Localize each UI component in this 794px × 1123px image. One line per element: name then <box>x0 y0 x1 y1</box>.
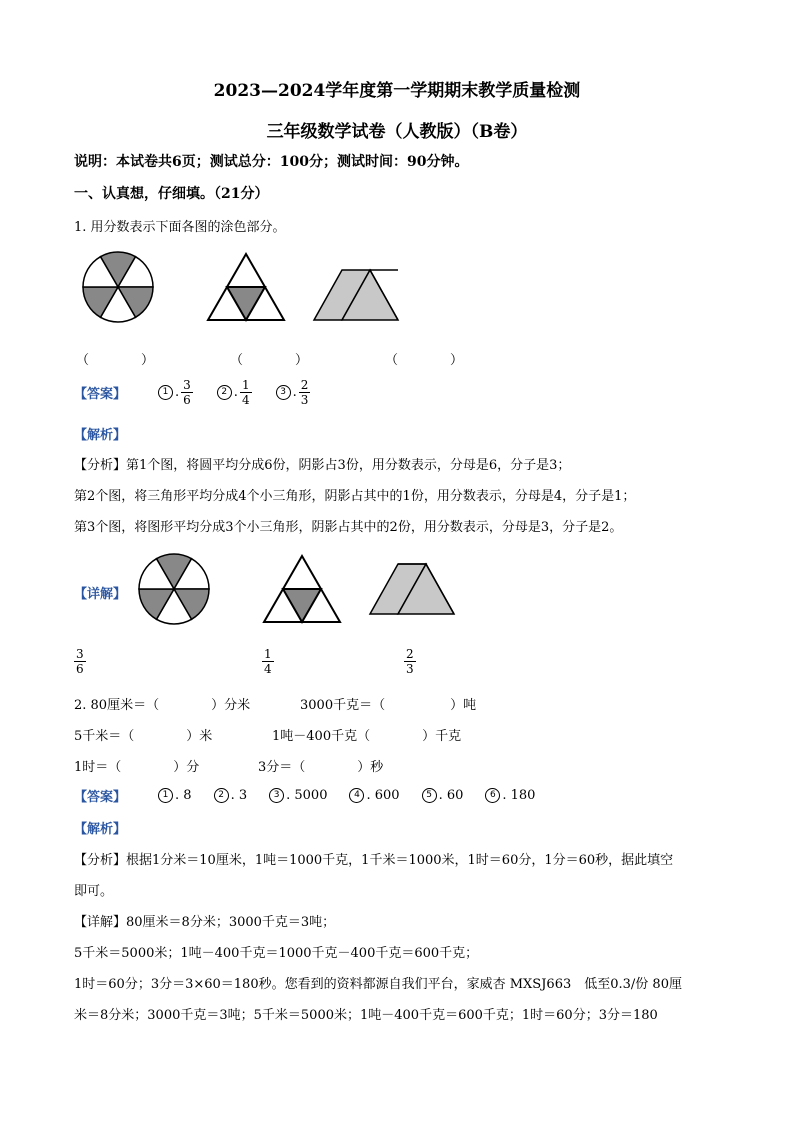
page-subtitle: 三年级数学试卷（人教版）（B卷） <box>266 122 528 142</box>
analysis-label: 【解析】 <box>74 822 127 837</box>
exam-note: 说明：本试卷共6页；测试总分：100分；测试时间：90分钟。 <box>74 154 469 170</box>
q2-answer-2: 2 . 3 <box>214 788 248 803</box>
q2-line: 3000千克＝（ ）吨 <box>300 698 477 713</box>
q1-analysis-line: 第3个图，将图形平均分成3个小三角形，阴影占其中的2份，用分数表示，分母是3，分子是2。 <box>74 520 623 535</box>
triangle-figure <box>208 254 284 320</box>
q1-detail-frac-3: $\frac{2}{3}$ <box>406 647 414 676</box>
q2-answer-6: 6 . 180 <box>485 788 535 803</box>
q2-line: 2. 80厘米＝（ ）分米 <box>74 698 251 713</box>
q2-answer-1: 1 . 8 <box>158 788 192 803</box>
trapezoid-figure <box>370 564 454 614</box>
q2-line: 5千米＝（ ）米 <box>74 729 213 744</box>
q2-answer-3: 3 . 5000 <box>269 788 327 803</box>
q1-answer-row <box>74 378 334 407</box>
q2-detail-line: 1时＝60分；3分＝3×60＝180秒。您看到的资料都源自我们平台，家威杏 MXSJ663 低至0.3/份 80厘 <box>74 977 682 992</box>
q1-blank-2[interactable]: （ ） <box>230 353 309 368</box>
circled-number-icon: 5 <box>422 788 437 803</box>
q1-answer-3: 3 . $\frac{2}{3}$ <box>276 378 313 407</box>
q2-detail-line: 5千米＝5000米；1吨－400千克＝1000千克－400千克＝600千克； <box>74 946 479 961</box>
q2-detail-line: 米＝8分米；3000千克＝3吨；5千米＝5000米；1吨－400千克＝600千克；1时＝60分；3分＝180 <box>74 1008 658 1023</box>
q1-detail-frac-1: $\frac{3}{6}$ <box>76 647 84 676</box>
circled-number-icon: 2 <box>217 385 232 400</box>
triangle-figure <box>264 556 340 622</box>
q2-answer-row <box>74 786 557 805</box>
answer-label: 【答案】 <box>74 387 127 402</box>
circled-number-icon: 3 <box>269 788 284 803</box>
q2-line: 1时＝（ ）分 <box>74 760 200 775</box>
trapezoid-figure <box>314 270 398 320</box>
q2-answer-4: 4 . 600 <box>349 788 399 803</box>
q1-figures <box>78 250 418 326</box>
circled-number-icon: 1 <box>158 385 173 400</box>
q2-answer-5: 5 . 60 <box>422 788 464 803</box>
circle-figure <box>83 252 153 322</box>
q1-detail-frac-2: $\frac{1}{4}$ <box>264 647 272 676</box>
q1-blank-3[interactable]: （ ） <box>385 353 464 368</box>
q2-line: 1吨－400千克（ ）千克 <box>272 729 462 744</box>
q1-analysis-line: 【分析】第1个图，将圆平均分成6份，阴影占3份，用分数表示，分母是6，分子是3； <box>74 458 571 473</box>
circled-number-icon: 3 <box>276 385 291 400</box>
q2-detail-line: 【详解】80厘米＝8分米；3000千克＝3吨； <box>74 915 336 930</box>
detail-label: 【详解】 <box>74 587 127 602</box>
q2-analysis-line: 【分析】根据1分米＝10厘米，1吨＝1000千克，1千米＝1000米，1时＝60分，1分＝60秒，据此填空 <box>74 853 674 868</box>
circled-number-icon: 4 <box>349 788 364 803</box>
circled-number-icon: 6 <box>485 788 500 803</box>
q1-blank-1[interactable]: （ ） <box>76 353 155 368</box>
circled-number-icon: 1 <box>158 788 173 803</box>
q1-detail-figures <box>136 552 476 628</box>
q1-analysis-line: 第2个图，将三角形平均分成4个小三角形，阴影占其中的1份，用分数表示，分母是4，分子是1； <box>74 489 636 504</box>
page-title: 2023—2024学年度第一学期期末教学质量检测 <box>213 81 581 101</box>
q1-prompt: 1. 用分数表示下面各图的涂色部分。 <box>74 220 286 235</box>
circled-number-icon: 2 <box>214 788 229 803</box>
section-heading: 一、认真想，仔细填。（21分） <box>74 186 269 202</box>
q1-answer-1: 1 . $\frac{3}{6}$ <box>158 378 195 407</box>
analysis-label: 【解析】 <box>74 428 127 443</box>
q2-line: 3分＝（ ）秒 <box>258 760 384 775</box>
q2-analysis-line: 即可。 <box>74 884 114 899</box>
circle-figure <box>139 554 209 624</box>
q1-answer-2: 2 . $\frac{1}{4}$ <box>217 378 254 407</box>
answer-label: 【答案】 <box>74 790 127 805</box>
